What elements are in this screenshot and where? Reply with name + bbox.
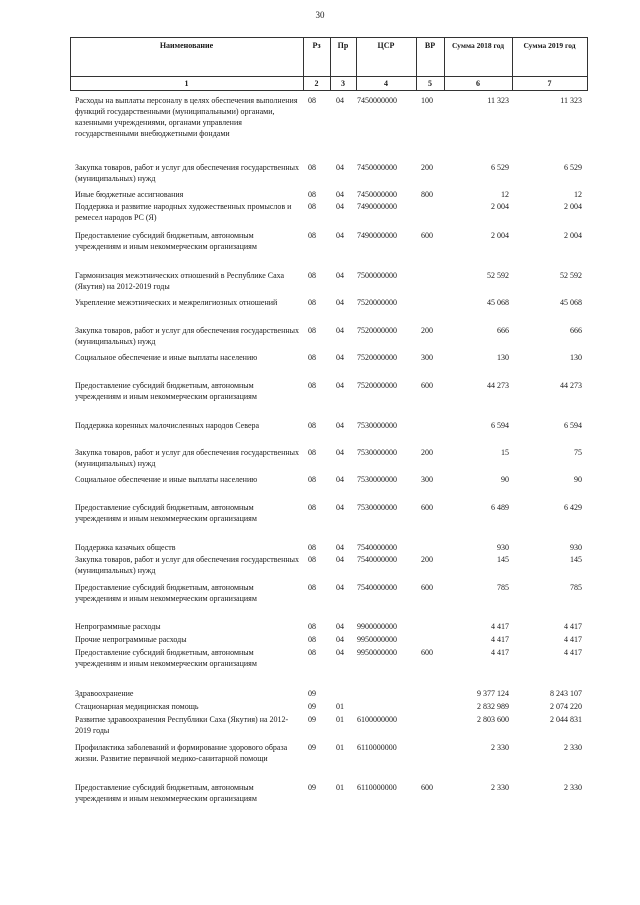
row-sum-2019: 2 074 220 <box>550 702 582 711</box>
row-sum-2018: 785 <box>497 583 509 592</box>
row-sum-2019: 130 <box>570 353 582 362</box>
row-rz: 08 <box>308 202 316 211</box>
row-name: Прочие непрограммные расходы <box>75 635 187 644</box>
row-name: Поддержка и развитие народных художественных промыслов и ремесел народов РС (Я) <box>75 202 292 222</box>
row-csr: 7520000000 <box>357 326 397 335</box>
row-pr: 04 <box>336 421 344 430</box>
row-rz: 08 <box>308 381 316 390</box>
row-name: Закупка товаров, работ и услуг для обеспечения государственных (муниципальных) нужд <box>75 555 300 575</box>
row-csr: 9950000000 <box>357 648 397 657</box>
row-csr: 6110000000 <box>357 743 397 752</box>
row-sum-2019: 6 594 <box>564 421 582 430</box>
row-vr: 300 <box>421 353 433 362</box>
row-sum-2018: 130 <box>497 353 509 362</box>
row-rz: 08 <box>308 353 316 362</box>
row-sum-2018: 2 832 989 <box>477 702 509 711</box>
row-csr: 7540000000 <box>357 543 397 552</box>
row-rz: 09 <box>308 715 316 724</box>
header-sum-2018: Сумма 2018 год <box>451 41 505 50</box>
row-csr: 7540000000 <box>357 555 397 564</box>
row-csr: 7540000000 <box>357 583 397 592</box>
row-sum-2018: 2 004 <box>491 202 509 211</box>
row-vr: 200 <box>421 163 433 172</box>
header-csr: ЦСР <box>377 41 395 50</box>
row-name: Социальное обеспечение и иные выплаты населению <box>75 353 258 362</box>
row-name: Непрограммные расходы <box>75 622 161 631</box>
row-vr: 600 <box>421 648 433 657</box>
row-csr: 9900000000 <box>357 622 397 631</box>
row-rz: 08 <box>308 503 316 512</box>
row-sum-2018: 4 417 <box>491 622 509 631</box>
header-rz: Рз <box>312 41 321 50</box>
row-rz: 08 <box>308 622 316 631</box>
row-pr: 04 <box>336 353 344 362</box>
row-sum-2018: 45 068 <box>487 298 509 307</box>
row-sum-2019: 6 429 <box>564 503 582 512</box>
row-pr: 04 <box>336 202 344 211</box>
row-rz: 08 <box>308 421 316 430</box>
row-sum-2018: 52 592 <box>487 271 509 280</box>
row-rz: 09 <box>308 783 316 792</box>
row-sum-2019: 145 <box>570 555 582 564</box>
header-num-2: 2 <box>314 79 319 88</box>
row-sum-2019: 12 <box>574 190 582 199</box>
row-csr: 7530000000 <box>357 475 397 484</box>
row-sum-2019: 2 330 <box>564 783 582 792</box>
row-sum-2019: 11 323 <box>560 96 582 105</box>
row-pr: 01 <box>336 743 344 752</box>
row-pr: 04 <box>336 622 344 631</box>
row-csr: 7490000000 <box>357 231 397 240</box>
row-sum-2018: 11 323 <box>487 96 509 105</box>
row-name: Предоставление субсидий бюджетным, автономным учреждениям и иным некоммерческим организациям <box>75 783 257 803</box>
row-name: Здравоохранение <box>75 689 134 698</box>
row-sum-2019: 4 417 <box>564 648 582 657</box>
row-sum-2018: 12 <box>501 190 509 199</box>
row-rz: 08 <box>308 555 316 564</box>
row-vr: 600 <box>421 381 433 390</box>
header-num-3: 3 <box>341 79 345 88</box>
row-pr: 01 <box>336 715 344 724</box>
row-sum-2019: 930 <box>570 543 582 552</box>
row-csr: 7450000000 <box>357 163 397 172</box>
row-sum-2018: 6 489 <box>491 503 509 512</box>
row-sum-2018: 44 273 <box>487 381 509 390</box>
row-sum-2018: 90 <box>501 475 509 484</box>
header-num-7: 7 <box>547 79 552 88</box>
row-name: Поддержка казачьих обществ <box>75 543 176 552</box>
row-name: Предоставление субсидий бюджетным, автономным учреждениям и иным некоммерческим организациям <box>75 503 257 523</box>
row-pr: 04 <box>336 381 344 390</box>
row-sum-2019: 6 529 <box>564 163 582 172</box>
row-rz: 08 <box>308 163 316 172</box>
row-name: Профилактика заболеваний и формирование здорового образа жизни. Развитие первичной медико-санитарной помощи <box>75 743 288 763</box>
row-csr: 6100000000 <box>357 715 397 724</box>
row-pr: 04 <box>336 448 344 457</box>
row-csr: 7490000000 <box>357 202 397 211</box>
row-sum-2018: 2 330 <box>491 743 509 752</box>
row-rz: 09 <box>308 689 316 698</box>
row-pr: 04 <box>336 298 344 307</box>
row-rz: 09 <box>308 702 316 711</box>
row-pr: 04 <box>336 326 344 335</box>
header-num-6: 6 <box>476 79 480 88</box>
row-pr: 04 <box>336 583 344 592</box>
row-csr: 7520000000 <box>357 298 397 307</box>
row-sum-2019: 44 273 <box>560 381 582 390</box>
row-name: Гармонизация межэтнических отношений в Республике Саха (Якутия) на 2012-2019 годы <box>75 271 285 291</box>
row-pr: 04 <box>336 271 344 280</box>
row-vr: 800 <box>421 190 433 199</box>
row-sum-2018: 15 <box>501 448 509 457</box>
row-sum-2019: 90 <box>574 475 582 484</box>
row-vr: 300 <box>421 475 433 484</box>
row-name: Социальное обеспечение и иные выплаты населению <box>75 475 258 484</box>
row-rz: 08 <box>308 231 316 240</box>
row-csr: 7500000000 <box>357 271 397 280</box>
row-pr: 04 <box>336 190 344 199</box>
row-sum-2019: 785 <box>570 583 582 592</box>
row-name: Расходы на выплаты персоналу в целях обеспечения выполнения функций государственными (муниципальными) органами, казенными учреждениями, органами управления государственными внебюджетными фондами <box>75 96 298 138</box>
row-sum-2018: 6 594 <box>491 421 509 430</box>
row-csr: 7530000000 <box>357 503 397 512</box>
row-rz: 08 <box>308 475 316 484</box>
row-name: Предоставление субсидий бюджетным, автономным учреждениям и иным некоммерческим организациям <box>75 231 257 251</box>
row-sum-2019: 2 330 <box>564 743 582 752</box>
row-vr: 600 <box>421 583 433 592</box>
row-name: Укрепление межэтнических и межрелигиозных отношений <box>75 298 278 307</box>
row-sum-2018: 6 529 <box>491 163 509 172</box>
row-rz: 08 <box>308 635 316 644</box>
row-vr: 200 <box>421 326 433 335</box>
row-rz: 08 <box>308 271 316 280</box>
row-name: Развитие здравоохранения Республики Саха (Якутия) на 2012-2019 годы <box>75 715 289 735</box>
row-csr: 9950000000 <box>357 635 397 644</box>
row-name: Предоставление субсидий бюджетным, автономным учреждениям и иным некоммерческим организациям <box>75 381 257 401</box>
row-sum-2019: 2 004 <box>564 231 582 240</box>
row-sum-2019: 666 <box>570 326 582 335</box>
row-csr: 7530000000 <box>357 421 397 430</box>
row-name: Закупка товаров, работ и услуг для обеспечения государственных (муниципальных) нужд <box>75 326 300 346</box>
row-csr: 7520000000 <box>357 381 397 390</box>
row-sum-2018: 666 <box>497 326 509 335</box>
row-rz: 08 <box>308 543 316 552</box>
row-sum-2019: 2 044 831 <box>550 715 582 724</box>
row-rz: 09 <box>308 743 316 752</box>
row-pr: 04 <box>336 648 344 657</box>
row-rz: 08 <box>308 648 316 657</box>
header-vr: ВР <box>424 41 436 50</box>
row-rz: 08 <box>308 96 316 105</box>
row-name: Поддержка коренных малочисленных народов Севера <box>75 421 260 430</box>
header-num-5: 5 <box>428 79 432 88</box>
row-rz: 08 <box>308 326 316 335</box>
row-sum-2018: 2 803 600 <box>477 715 509 724</box>
row-sum-2018: 4 417 <box>491 648 509 657</box>
row-sum-2019: 4 417 <box>564 635 582 644</box>
row-vr: 200 <box>421 555 433 564</box>
row-sum-2018: 930 <box>497 543 509 552</box>
row-vr: 600 <box>421 783 433 792</box>
row-csr: 6110000000 <box>357 783 397 792</box>
row-pr: 04 <box>336 503 344 512</box>
row-vr: 200 <box>421 448 433 457</box>
row-sum-2019: 45 068 <box>560 298 582 307</box>
header-name: Наименование <box>159 41 214 50</box>
row-pr: 04 <box>336 96 344 105</box>
row-name: Закупка товаров, работ и услуг для обеспечения государственных (муниципальных) нужд <box>75 448 300 468</box>
page-number: 30 <box>315 10 325 20</box>
row-pr: 04 <box>336 555 344 564</box>
row-csr: 7530000000 <box>357 448 397 457</box>
header-pr: Пр <box>337 41 349 50</box>
row-csr: 7450000000 <box>357 96 397 105</box>
row-sum-2019: 75 <box>574 448 582 457</box>
header-sum-2019: Сумма 2019 год <box>523 41 576 50</box>
row-sum-2018: 2 004 <box>491 231 509 240</box>
row-pr: 04 <box>336 231 344 240</box>
header-num-1: 1 <box>184 79 189 88</box>
row-name: Предоставление субсидий бюджетным, автономным учреждениям и иным некоммерческим организациям <box>75 648 257 668</box>
row-pr: 04 <box>336 543 344 552</box>
row-sum-2018: 2 330 <box>491 783 509 792</box>
row-sum-2019: 2 004 <box>564 202 582 211</box>
row-name: Предоставление субсидий бюджетным, автономным учреждениям и иным некоммерческим организациям <box>75 583 257 603</box>
row-csr: 7450000000 <box>357 190 397 199</box>
row-rz: 08 <box>308 448 316 457</box>
row-vr: 100 <box>421 96 433 105</box>
row-sum-2019: 4 417 <box>564 622 582 631</box>
row-pr: 01 <box>336 783 344 792</box>
row-pr: 01 <box>336 702 344 711</box>
row-pr: 04 <box>336 635 344 644</box>
row-csr: 7520000000 <box>357 353 397 362</box>
row-sum-2018: 9 377 124 <box>477 689 509 698</box>
row-rz: 08 <box>308 298 316 307</box>
header-num-4: 4 <box>384 79 388 88</box>
row-rz: 08 <box>308 583 316 592</box>
row-name: Закупка товаров, работ и услуг для обеспечения государственных (муниципальных) нужд <box>75 163 300 183</box>
row-name: Иные бюджетные ассигнования <box>75 190 184 199</box>
row-pr: 04 <box>336 163 344 172</box>
row-sum-2019: 8 243 107 <box>550 689 582 698</box>
row-rz: 08 <box>308 190 316 199</box>
row-sum-2018: 4 417 <box>491 635 509 644</box>
row-name: Стационарная медицинская помощь <box>75 702 199 711</box>
row-pr: 04 <box>336 475 344 484</box>
row-sum-2019: 52 592 <box>560 271 582 280</box>
row-vr: 600 <box>421 503 433 512</box>
row-vr: 600 <box>421 231 433 240</box>
row-sum-2018: 145 <box>497 555 509 564</box>
